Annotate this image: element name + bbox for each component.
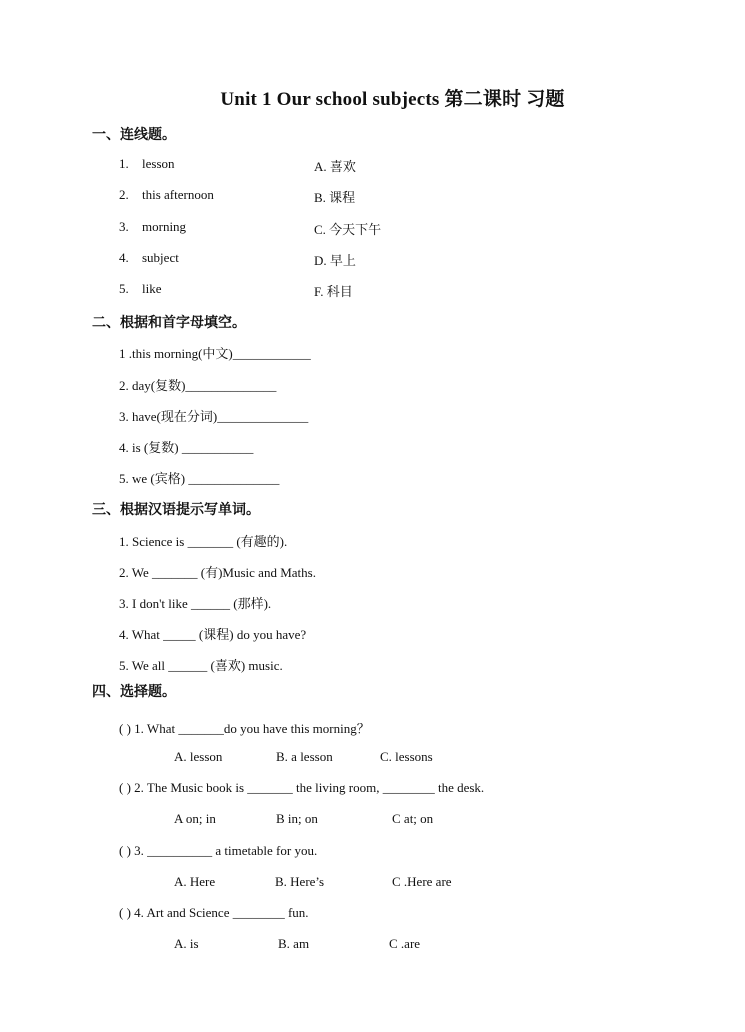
- word-writing-item: 4. What _____ (课程) do you have?: [119, 627, 307, 642]
- match-number: 3.: [119, 219, 129, 234]
- option-c: C at; on: [392, 811, 434, 826]
- option-b: B. a lesson: [276, 749, 333, 764]
- option-b: B in; on: [276, 811, 318, 826]
- question-stem: ( ) 2. The Music book is _______ the living room, ________ the desk.: [119, 780, 485, 795]
- match-english: lesson: [142, 156, 175, 171]
- option-b: B. am: [278, 936, 310, 951]
- fill-blank-item: 5. we (宾格) ______________: [119, 471, 280, 486]
- fill-blank-item: 2. day(复数)______________: [119, 378, 277, 393]
- option-a: A. is: [174, 936, 199, 951]
- word-writing-item: 3. I don't like ______ (那样).: [119, 596, 272, 611]
- fill-blank-item: 3. have(现在分词)______________: [119, 409, 309, 424]
- word-writing-item: 2. We _______ (有)Music and Maths.: [119, 565, 316, 580]
- word-writing-item: 5. We all ______ (喜欢) music.: [119, 658, 283, 673]
- option-a: A. lesson: [174, 749, 223, 764]
- fill-blank-item: 1 .this morning(中文)____________: [119, 346, 311, 361]
- section-3-heading: 三、根据汉语提示写单词。: [92, 502, 260, 518]
- section-1-heading: 一、连线题。: [92, 127, 176, 143]
- section-4-heading: 四、选择题。: [92, 684, 176, 700]
- page-title: Unit 1 Our school subjects 第二课时 习题: [220, 89, 565, 110]
- match-chinese: F. 科目: [314, 284, 353, 299]
- match-number: 5.: [119, 281, 129, 296]
- word-writing-item: 1. Science is _______ (有趣的).: [119, 534, 288, 549]
- match-number: 2.: [119, 187, 129, 202]
- option-a: A. Here: [174, 874, 216, 889]
- match-english: morning: [142, 219, 187, 234]
- match-english: like: [142, 281, 162, 296]
- match-chinese: B. 课程: [314, 190, 356, 205]
- option-a: A on; in: [174, 811, 216, 826]
- question-stem: ( ) 4. Art and Science ________ fun.: [119, 905, 309, 920]
- option-c: C .Here are: [392, 874, 452, 889]
- match-english: subject: [142, 250, 179, 265]
- option-b: B. Here’s: [275, 874, 325, 889]
- fill-blank-item: 4. is (复数) ___________: [119, 440, 254, 455]
- question-stem: ( ) 1. What _______do you have this morning？: [119, 721, 370, 736]
- match-chinese: C. 今天下午: [314, 222, 382, 237]
- option-c: C .are: [389, 936, 421, 951]
- match-number: 1.: [119, 156, 129, 171]
- section-2-heading: 二、根据和首字母填空。: [92, 315, 246, 331]
- match-number: 4.: [119, 250, 129, 265]
- match-chinese: D. 早上: [314, 253, 356, 268]
- match-english: this afternoon: [142, 187, 214, 202]
- match-chinese: A. 喜欢: [314, 159, 356, 174]
- option-c: C. lessons: [380, 749, 433, 764]
- question-stem: ( ) 3. __________ a timetable for you.: [119, 843, 318, 858]
